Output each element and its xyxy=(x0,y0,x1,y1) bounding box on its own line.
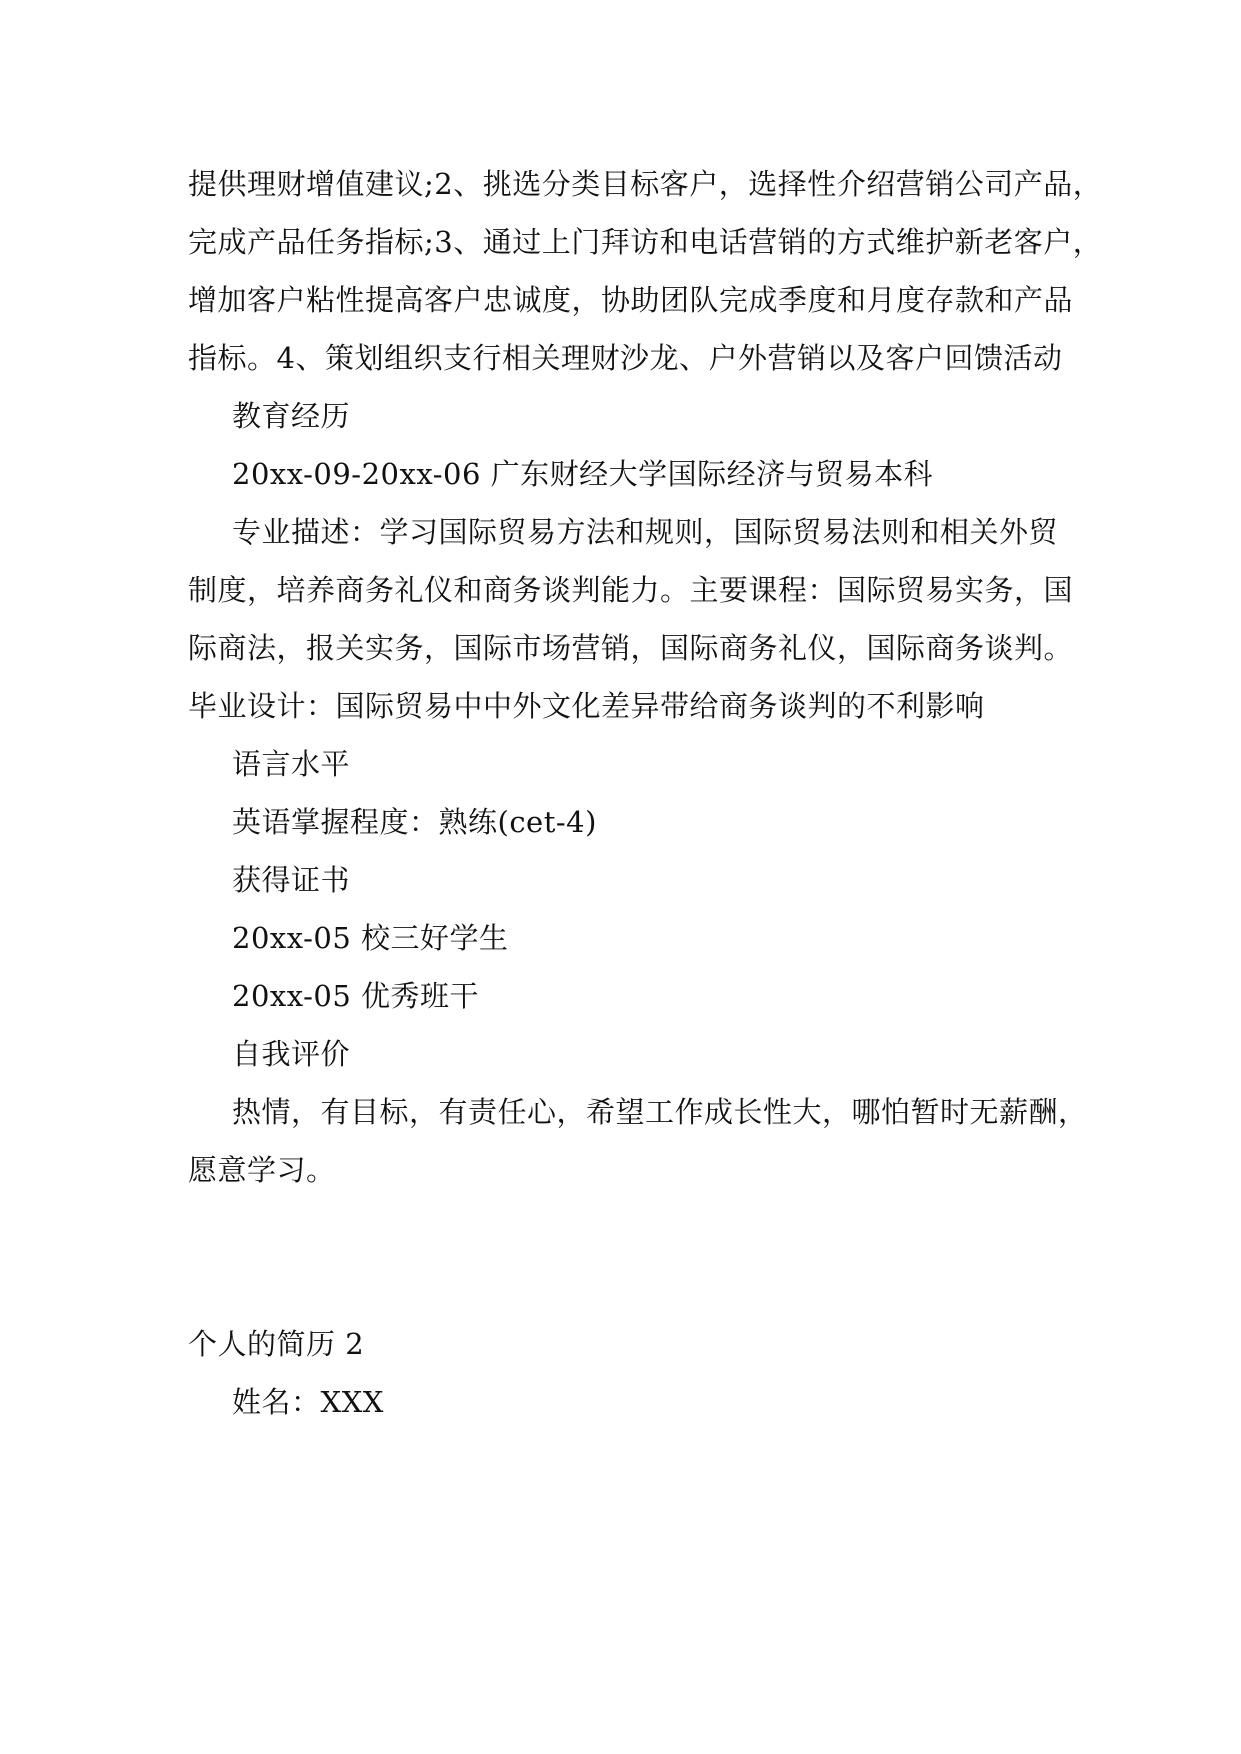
major-description: 专业描述：学习国际贸易方法和规则，国际贸易法则和相关外贸 xyxy=(232,515,1059,549)
language-level: 英语掌握程度：熟练(cet-4) xyxy=(232,805,597,839)
paragraph-line: 增加客户粘性提高客户忠诚度，协助团队完成季度和月度存款和产品 xyxy=(188,283,1074,317)
name-field: 姓名：XXX xyxy=(232,1385,384,1419)
paragraph-line: 制度，培养商务礼仪和商务谈判能力。主要课程：国际贸易实务，国 xyxy=(188,573,1074,607)
paragraph-line: 完成产品任务指标;3、通过上门拜访和电话营销的方式维护新老客户， xyxy=(188,225,1103,259)
section-heading-certificates: 获得证书 xyxy=(232,863,351,897)
paragraph-line: 际商法，报关实务，国际市场营销，国际商务礼仪，国际商务谈判。 xyxy=(188,631,1074,665)
paragraph-line: 提供理财增值建议;2、挑选分类目标客户，选择性介绍营销公司产品， xyxy=(188,167,1103,201)
paragraph-line: 愿意学习。 xyxy=(188,1153,336,1187)
section-heading-self-evaluation: 自我评价 xyxy=(232,1037,351,1071)
resume-title: 个人的简历 2 xyxy=(188,1327,365,1361)
certificate-item: 20xx-05 优秀班干 xyxy=(232,979,480,1013)
education-entry: 20xx-09-20xx-06 广东财经大学国际经济与贸易本科 xyxy=(232,457,934,491)
paragraph-line: 毕业设计：国际贸易中中外文化差异带给商务谈判的不利影响 xyxy=(188,689,985,723)
paragraph-line: 指标。4、策划组织支行相关理财沙龙、户外营销以及客户回馈活动 xyxy=(188,341,1063,375)
section-heading-education: 教育经历 xyxy=(232,399,351,433)
section-heading-language: 语言水平 xyxy=(232,747,351,781)
certificate-item: 20xx-05 校三好学生 xyxy=(232,921,509,955)
self-evaluation-text: 热情，有目标，有责任心，希望工作成长性大，哪怕暂时无薪酬， xyxy=(232,1095,1088,1129)
